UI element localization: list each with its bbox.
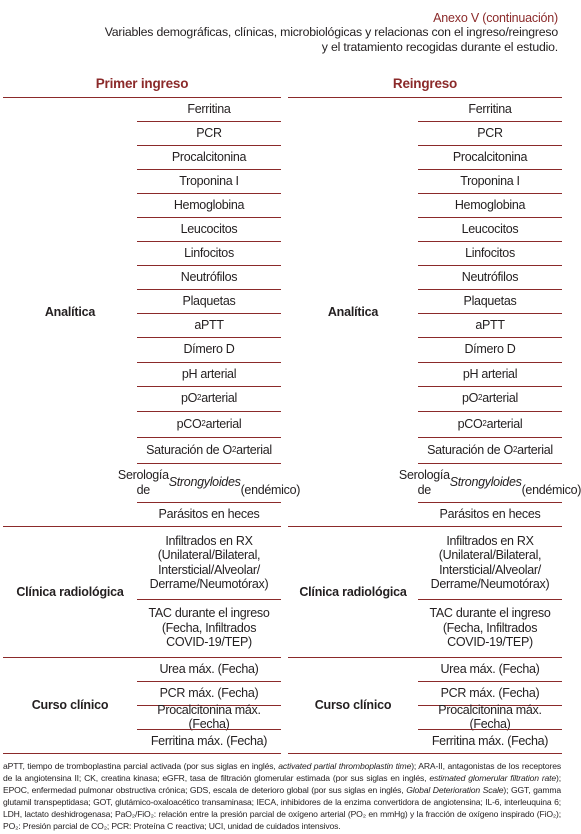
variable-cell: Dímero D <box>183 342 235 357</box>
variable-cell: Ferritina máx. (Fecha) <box>150 733 268 748</box>
variable-cell: Linfocitos <box>465 245 515 260</box>
panel-bottom-rule <box>288 753 562 754</box>
variable-cell: Plaquetas <box>182 293 236 308</box>
variable-cell: TAC durante el ingreso (Fecha, Infiltrados COVID-19/TEP) <box>148 606 270 650</box>
variable-cell: Hemoglobina <box>173 197 245 212</box>
panel-title: Reingreso <box>392 76 458 91</box>
variable-cell: Neutrófilos <box>461 269 519 284</box>
annex-title: Anexo V (continuación) <box>433 11 558 25</box>
category-label: Analítica <box>327 304 379 319</box>
variable-cell: Hemoglobina <box>454 197 526 212</box>
variable-cell: Procalcitonina máx. (Fecha) <box>157 702 261 731</box>
variable-cell: Saturación de O 2 arterial <box>427 442 553 457</box>
variable-cell: Ferritina máx. (Fecha) <box>431 733 549 748</box>
category-label: Analítica <box>44 304 96 319</box>
category-label: Curso clínico <box>31 698 109 712</box>
variable-cell: PCR máx. (Fecha) <box>159 685 259 700</box>
variable-cell: PCR <box>196 125 222 140</box>
variable-cell: pCO 2 arterial <box>457 416 523 431</box>
variable-cell: Leucocitos <box>461 221 519 236</box>
variable-cell: Urea máx. (Fecha) <box>440 661 540 676</box>
variable-cell: Serología de Strongyloides (endémico) <box>117 468 301 497</box>
variable-cell: aPTT <box>194 317 224 332</box>
variable-cell: Urea máx. (Fecha) <box>159 661 259 676</box>
variable-cell: pO 2 arterial <box>461 391 519 406</box>
variable-cell: Saturación de O 2 arterial <box>146 442 272 457</box>
category-label: Clínica radiológica <box>299 584 407 599</box>
variable-cell: pO 2 arterial <box>180 391 238 406</box>
variable-cell: Infiltrados en RX (Unilateral/Bilateral, Intersticial/Alveolar/ Derrame/Neumotórax) <box>149 533 269 591</box>
variable-cell: Procalcitonina <box>171 149 247 164</box>
variable-cell: Procalcitonina <box>452 149 528 164</box>
panel-bottom-rule <box>3 753 281 754</box>
variable-cell: pH arterial <box>181 366 237 381</box>
variable-cell: pCO 2 arterial <box>176 416 242 431</box>
variable-cell: Troponina I <box>460 173 520 188</box>
variable-cell: Neutrófilos <box>180 269 238 284</box>
annex-subtitle-line-1: Variables demográficas, clínicas, microbiológicas y relacionas con el ingreso/reingreso <box>104 25 558 39</box>
panel-title: Primer ingreso <box>95 76 189 91</box>
variable-cell: Dímero D <box>464 342 516 357</box>
annex-subtitle <box>38 25 558 54</box>
variable-cell: Leucocitos <box>180 221 238 236</box>
variable-cell: Procalcitonina máx. (Fecha) <box>438 702 542 731</box>
variable-cell: Ferritina <box>468 101 512 116</box>
category-label: Curso clínico <box>314 698 392 712</box>
variable-cell: Parásitos en heces <box>158 506 260 521</box>
variable-cell: PCR <box>477 125 503 140</box>
variable-cell: TAC durante el ingreso (Fecha, Infiltrados COVID-19/TEP) <box>429 606 551 650</box>
variable-cell: Troponina I <box>179 173 239 188</box>
variable-cell: PCR máx. (Fecha) <box>440 685 540 700</box>
variable-cell: Serología de Strongyloides (endémico) <box>398 468 581 497</box>
category-label: Clínica radiológica <box>16 584 124 599</box>
variable-cell: Linfocitos <box>184 245 234 260</box>
abbreviations-footnote: aPTT, tiempo de tromboplastina parcial activada (por sus siglas en inglés, activated partial thromboplastin time); ARA-II, antagonistas de los receptores de la angiotensina II; CK, creatina kinasa; eGFR, tasa de filtración glomerular estimada (por sus siglas en inglés, estimated glomerular filtration rate); EPOC, enfermedad pulmonar obstructiva crónica; GDS, escala de deterioro global (por sus siglas en inglés, Global Deterioration Scale); GGT, gamma glutamil transpeptidasa; GOT, glutámico-oxaloacético transaminasa; IECA, inhibidores de la enzima convertidora de angiotensina; IL-6, interleuquina 6; LDH, lactato deshidrogenasa; PaO₂/FiO₂: relación entre la presión parcial de oxígeno arterial (PO₂ en mmHg) y la fracción de oxígeno inspirado (FiO₂); PO₂: Presión parcial de CO₂; PCR: Proteína C reactiva; UCI, unidad de cuidados intensivos. <box>3 761 561 831</box>
variable-cell: aPTT <box>475 317 505 332</box>
variable-cell: pH arterial <box>462 366 518 381</box>
variable-cell: Infiltrados en RX (Unilateral/Bilateral, Intersticial/Alveolar/ Derrame/Neumotórax) <box>430 533 550 591</box>
variable-cell: Ferritina <box>187 101 231 116</box>
annex-subtitle-line-2: y el tratamiento recogidas durante el estudio. <box>321 39 558 54</box>
variable-cell: Plaquetas <box>463 293 517 308</box>
variable-cell: Parásitos en heces <box>439 506 541 521</box>
